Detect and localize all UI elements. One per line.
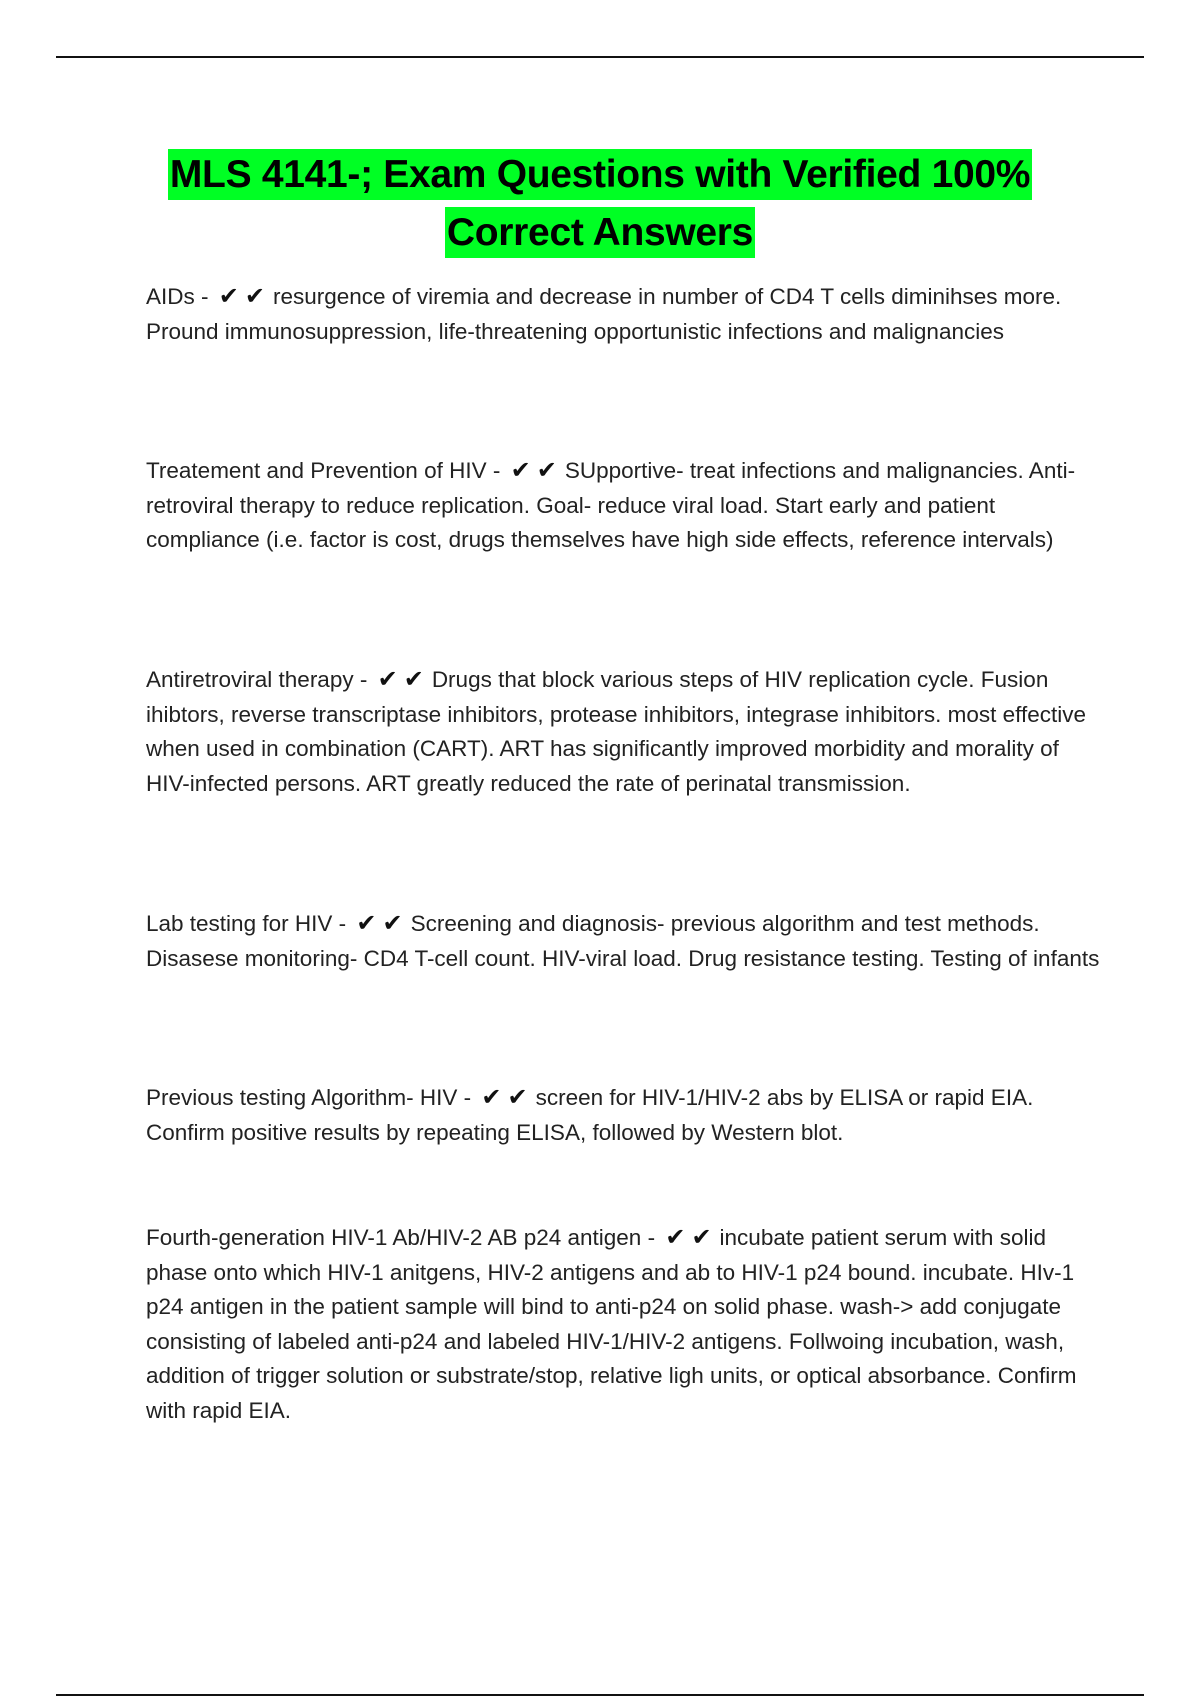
double-check-icon: ✔✔ <box>665 1223 718 1251</box>
title-line-2-text: Correct Answers <box>445 207 755 258</box>
entry-term: Fourth-generation HIV-1 Ab/HIV-2 AB p24 antigen - <box>146 1225 662 1250</box>
entry-answer: incubate patient serum with solid phase onto which HIV-1 anitgens, HIV-2 antigens and ab to HIV-1 p24 bound. incubate. HIv-1 p24 antigen in the patient sample will bind to anti-p24 on solid phase. wash-> add conjugate consisting of labeled anti-p24 and labeled HIV-1/HIV-2 antigens. Follwoing incubation, wash, addition of trigger solution or substrate/stop, relative ligh units, or optical absorbance. Confirm with rapid EIA. <box>146 1225 1077 1423</box>
qa-entry-previous-algorithm <box>146 1080 1106 1150</box>
entry-answer: screen for HIV-1/HIV-2 abs by ELISA or rapid EIA. Confirm positive results by repeating ELISA, followed by Western blot. <box>146 1085 1034 1145</box>
page-title <box>0 146 1200 262</box>
double-check-icon: ✔✔ <box>481 1083 534 1111</box>
entry-answer: resurgence of viremia and decrease in number of CD4 T cells diminihses more. Pround immunosuppression, life-threatening opportunistic infections and malignancies <box>146 284 1062 344</box>
double-check-icon: ✔✔ <box>377 665 430 693</box>
title-line-1-text: MLS 4141-; Exam Questions with Verified 100% <box>168 149 1032 200</box>
title-line-1 <box>0 146 1200 204</box>
entry-term: Previous testing Algorithm- HIV - <box>146 1085 478 1110</box>
double-check-icon: ✔✔ <box>218 282 271 310</box>
header-rule <box>56 56 1144 58</box>
footer-rule <box>56 1694 1144 1696</box>
entry-answer: SUpportive- treat infections and malignancies. Anti-retroviral therapy to reduce replication. Goal- reduce viral load. Start early and patient compliance (i.e. factor is cost, drugs themselves have high side effects, reference intervals) <box>146 458 1076 552</box>
double-check-icon: ✔✔ <box>356 909 409 937</box>
entry-term: Lab testing for HIV - <box>146 911 353 936</box>
entry-term: Antiretroviral therapy - <box>146 667 374 692</box>
qa-entry-treatment <box>146 453 1106 558</box>
entry-answer: Screening and diagnosis- previous algorithm and test methods. Disasese monitoring- CD4 T-cell count. HIV-viral load. Drug resistance testing. Testing of infants <box>146 911 1100 971</box>
entry-term: Treatement and Prevention of HIV - <box>146 458 507 483</box>
qa-entry-fourth-generation <box>146 1220 1106 1428</box>
entry-answer: Drugs that block various steps of HIV replication cycle. Fusion ihibtors, reverse transcriptase inhibitors, protease inhibitors, integrase inhibitors. most effective when used in combination (CART). ART has significantly improved morbidity and morality of HIV-infected persons. ART greatly reduced the rate of perinatal transmission. <box>146 667 1087 796</box>
title-line-2 <box>0 204 1200 262</box>
double-check-icon: ✔✔ <box>510 456 563 484</box>
qa-entry-aids <box>146 279 1106 349</box>
entry-term: AIDs - <box>146 284 215 309</box>
qa-entry-antiretroviral <box>146 662 1106 801</box>
qa-entry-lab-testing <box>146 906 1106 976</box>
